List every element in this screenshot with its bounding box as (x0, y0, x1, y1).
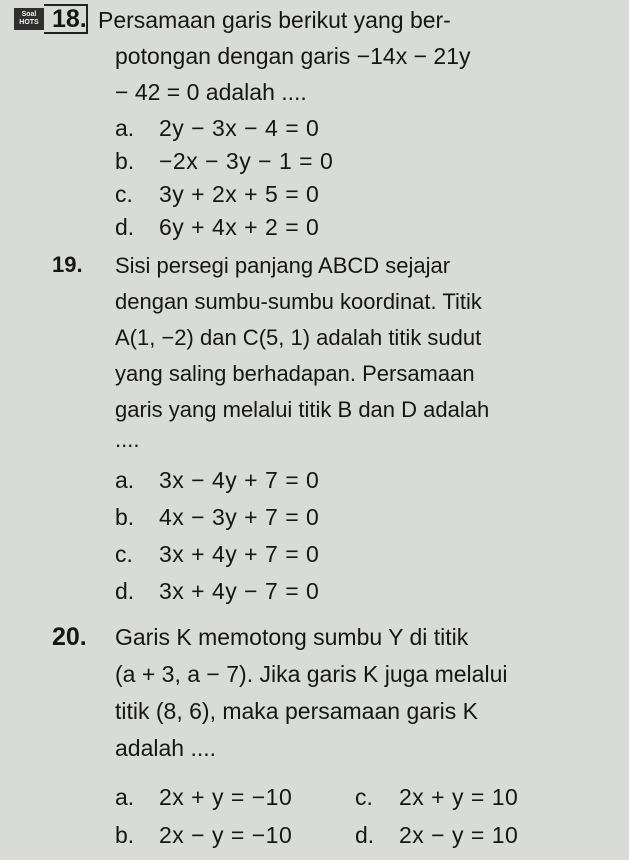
q19-option-b[interactable] (115, 503, 319, 531)
q20-option-c[interactable] (355, 783, 518, 811)
option-text: 2y − 3x − 4 = 0 (159, 115, 320, 141)
q18-number: 18. (52, 5, 87, 33)
q19-option-a[interactable] (115, 466, 319, 494)
option-text: 2x − y = 10 (399, 822, 519, 848)
option-text: 3x − 4y + 7 = 0 (159, 467, 320, 493)
q20-option-b[interactable] (115, 821, 292, 849)
q18-stem-line2: potongan dengan garis −14x − 21y (115, 43, 471, 69)
option-letter: c. (115, 181, 133, 207)
q20-stem-line1: Garis K memotong sumbu Y di titik (115, 624, 469, 650)
q20-number: 20. (52, 623, 87, 651)
q19-stem-line1: Sisi persegi panjang ABCD sejajar (115, 253, 451, 278)
option-letter: c. (115, 541, 133, 567)
q19-stem-line6: .... (115, 427, 140, 452)
q18-stem-line1: Persamaan garis berikut yang ber- (98, 7, 451, 33)
q18-option-b[interactable] (115, 147, 333, 175)
q18-option-c[interactable] (115, 180, 319, 208)
q19-option-c[interactable] (115, 540, 319, 568)
option-text: 2x − y = −10 (159, 822, 293, 848)
badge-line1: Soal (21, 11, 37, 18)
q20-stem-line4: adalah .... (115, 735, 217, 761)
q19-stem-line2: dengan sumbu-sumbu koordinat. Titik (115, 289, 482, 314)
q18-stem-line3: − 42 = 0 adalah .... (115, 79, 307, 105)
option-text: 3y + 2x + 5 = 0 (159, 181, 320, 207)
q19-option-d[interactable] (115, 577, 319, 605)
q19-stem-line3: A(1, −2) dan C(5, 1) adalah titik sudut (115, 325, 482, 350)
option-text: −2x − 3y − 1 = 0 (159, 148, 334, 174)
option-letter: d. (355, 822, 375, 848)
option-letter: b. (115, 822, 135, 848)
option-text: 2x + y = −10 (159, 784, 293, 810)
q20-option-d[interactable] (355, 821, 518, 849)
option-letter: d. (115, 578, 135, 604)
q19-stem-line4: yang saling berhadapan. Persamaan (115, 361, 475, 386)
option-letter: b. (115, 148, 135, 174)
q20-stem-line2: (a + 3, a − 7). Jika garis K juga melalui (115, 661, 508, 687)
q19-stem-line5: garis yang melalui titik B dan D adalah (115, 397, 490, 422)
option-text: 4x − 3y + 7 = 0 (159, 504, 320, 530)
q19-number: 19. (52, 252, 83, 277)
badge-line2: HOTS (19, 19, 39, 26)
q20-option-a[interactable] (115, 783, 292, 811)
option-letter: d. (115, 214, 135, 240)
option-text: 3x + 4y − 7 = 0 (159, 578, 320, 604)
q18-option-d[interactable] (115, 213, 319, 241)
option-letter: a. (115, 467, 135, 493)
hots-badge (14, 8, 44, 30)
option-text: 3x + 4y + 7 = 0 (159, 541, 320, 567)
option-text: 6y + 4x + 2 = 0 (159, 214, 320, 240)
option-letter: b. (115, 504, 135, 530)
q20-stem-line3: titik (8, 6), maka persamaan garis K (115, 698, 479, 724)
option-letter: a. (115, 115, 135, 141)
option-letter: c. (355, 784, 373, 810)
q18-option-a[interactable] (115, 114, 319, 142)
option-text: 2x + y = 10 (399, 784, 519, 810)
option-letter: a. (115, 784, 135, 810)
